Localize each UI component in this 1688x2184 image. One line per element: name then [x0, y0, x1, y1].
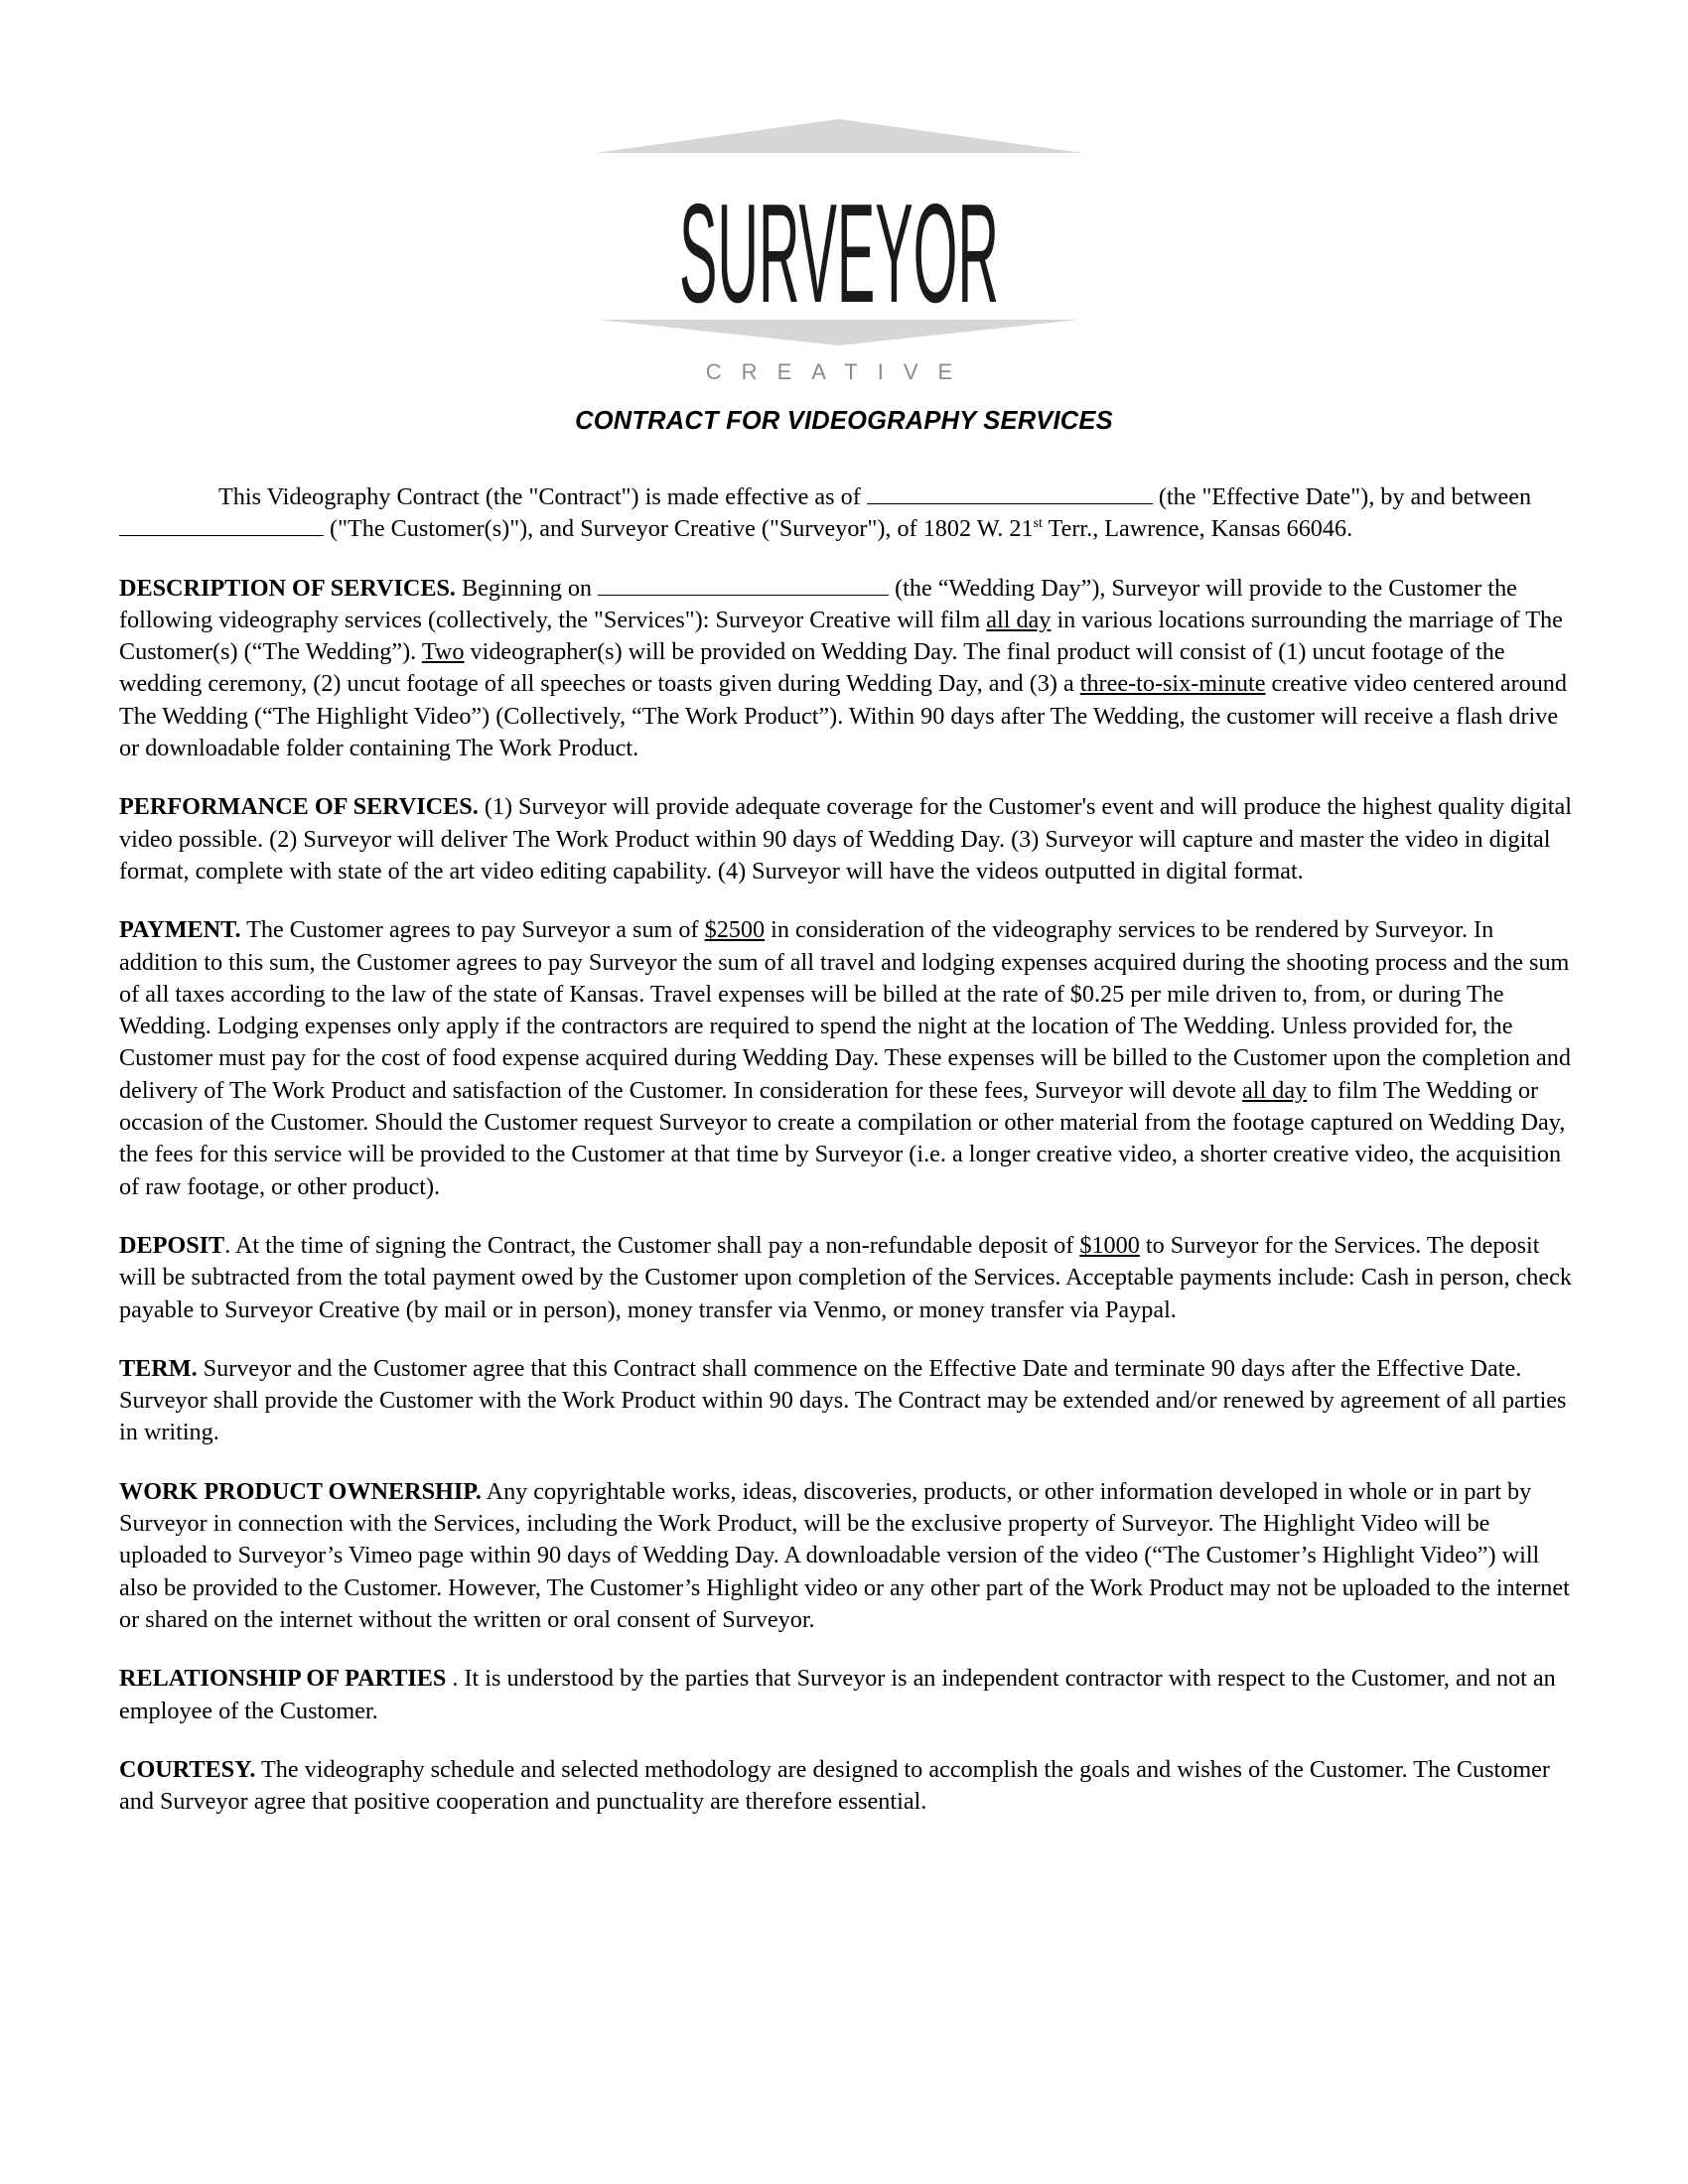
section-heading: TERM.	[119, 1354, 198, 1382]
section-heading: PERFORMANCE OF SERVICES.	[119, 793, 479, 821]
payment-section: PAYMENT. The Customer agrees to pay Surveyor a sum of $2500 in consideration of the videography services to be rendered by Surveyor. In addition to this sum, the Customer agrees to pay Surveyor the sum of all travel and lodging expenses acquired during the shooting process and the sum of all taxes according to the law of the state of Kansas. Travel expenses will be billed at the rate of $0.25 per mile driven to, from, or during The Wedding. Lodging expenses only apply if the contractors are required to spend the night at the location of The Wedding. Unless provided for, the Customer must pay for the cost of food expense acquired during Wedding Day. These expenses will be billed to the Customer upon the completion and delivery of The Work Product and satisfaction of the Customer. In consideration for these fees, Surveyor will devote all day to film The Wedding or occasion of the Customer. Should the Customer request Surveyor to create a compilation or other material from the footage captured on Wedding Day, the fees for this service will be provided to the Customer at that time by Surveyor (i.e. a longer creative video, a shorter creative video, the acquisition of raw footage, or other product).	[119, 916, 1571, 1200]
customer-name-blank[interactable]	[119, 513, 324, 536]
relationship-of-parties-section: RELATIONSHIP OF PARTIES . It is understood by the parties that Surveyor is an independent contractor with respect to the Customer, and not an employee of the Customer.	[119, 1665, 1556, 1724]
payment-amount: $2500	[704, 916, 766, 944]
section-heading: WORK PRODUCT OWNERSHIP.	[119, 1477, 482, 1505]
intro-paragraph: This Videography Contract (the "Contract") is made effective as of (the "Effective Date"), by and between ("The Customer(s)"), and Surveyor Creative ("Surveyor"), of 1802 W. 21st Terr., Lawrence, Kansas 66046.	[119, 481, 1577, 546]
performance-of-services-section: PERFORMANCE OF SERVICES. (1) Surveyor will provide adequate coverage for the Customer's event and will produce the highest quality digital video possible. (2) Surveyor will deliver The Work Product within 90 days of Wedding Day. (3) Surveyor will capture and master the video in digital format, complete with state of the art video editing capability. (4) Surveyor will have the videos outputted in digital format.	[119, 793, 1572, 885]
section-heading: RELATIONSHIP OF PARTIES	[119, 1665, 447, 1693]
deposit-amount: $1000	[1079, 1231, 1140, 1259]
wedding-day-blank[interactable]	[598, 573, 889, 596]
section-heading: DESCRIPTION OF SERVICES.	[119, 574, 456, 602]
courtesy-section: COURTESY. The videography schedule and selected methodology are designed to accomplish the goals and wishes of the Customer. The Customer and Surveyor agree that positive cooperation and punctuality are therefore essential.	[119, 1755, 1550, 1816]
logo-top-wedge	[596, 119, 1082, 153]
logo-wordmark: SURVEYOR	[679, 175, 999, 333]
effective-date-blank[interactable]	[867, 481, 1153, 504]
deposit-section: DEPOSIT. At the time of signing the Contract, the Customer shall pay a non-refundable deposit of $1000 to Surveyor for the Services. The deposit will be subtracted from the total payment owed by the Customer upon completion of the Services. Acceptable payments include: Cash in person, check payable to Surveyor Creative (by mail or in person), money transfer via Venmo, or money transfer via Paypal.	[119, 1231, 1572, 1323]
section-heading: COURTESY.	[119, 1755, 256, 1783]
logo-subtext: CREATIVE	[705, 359, 973, 384]
description-of-services-section: DESCRIPTION OF SERVICES. Beginning on (the “Wedding Day”), Surveyor will provide to the Customer the following videography services (collectively, the "Services"): Surveyor Creative will film all day in various locations surrounding the marriage of The Customer(s) (“The Wedding”). Two videographer(s) will be provided on Wedding Day. The final product will consist of (1) uncut footage of the wedding ceremony, (2) uncut footage of all speeches or toasts given during Wedding Day, and (3) a three-to-six-minute creative video centered around The Wedding (“The Highlight Video”) (Collectively, “The Work Product”). Within 90 days after The Wedding, the customer will receive a flash drive or downloadable folder containing The Work Product.	[119, 574, 1567, 762]
term-section: TERM. Surveyor and the Customer agree that this Contract shall commence on the Effective Date and terminate 90 days after the Effective Date. Surveyor shall provide the Customer with the Work Product within 90 days. The Contract may be extended and/or renewed by agreement of all parties in writing.	[119, 1354, 1567, 1446]
contract-body	[119, 481, 1577, 1844]
contract-title: CONTRACT FOR VIDEOGRAPHY SERVICES	[575, 407, 1113, 435]
work-product-ownership-section: WORK PRODUCT OWNERSHIP. Any copyrightable works, ideas, discoveries, products, or other information developed in whole or in part by Surveyor in connection with the Services, including the Work Product, will be the exclusive property of Surveyor. The Highlight Video will be uploaded to Surveyor’s Vimeo page within 90 days of Wedding Day. A downloadable version of the video (“The Customer’s Highlight Video”) will also be provided to the Customer. However, The Customer’s Highlight video or any other part of the Work Product may not be uploaded to the internet or shared on the internet without the written or oral consent of Surveyor.	[119, 1477, 1570, 1633]
section-heading: PAYMENT.	[119, 916, 241, 944]
surveyor-logo	[591, 111, 1087, 394]
section-heading: DEPOSIT	[119, 1231, 225, 1259]
